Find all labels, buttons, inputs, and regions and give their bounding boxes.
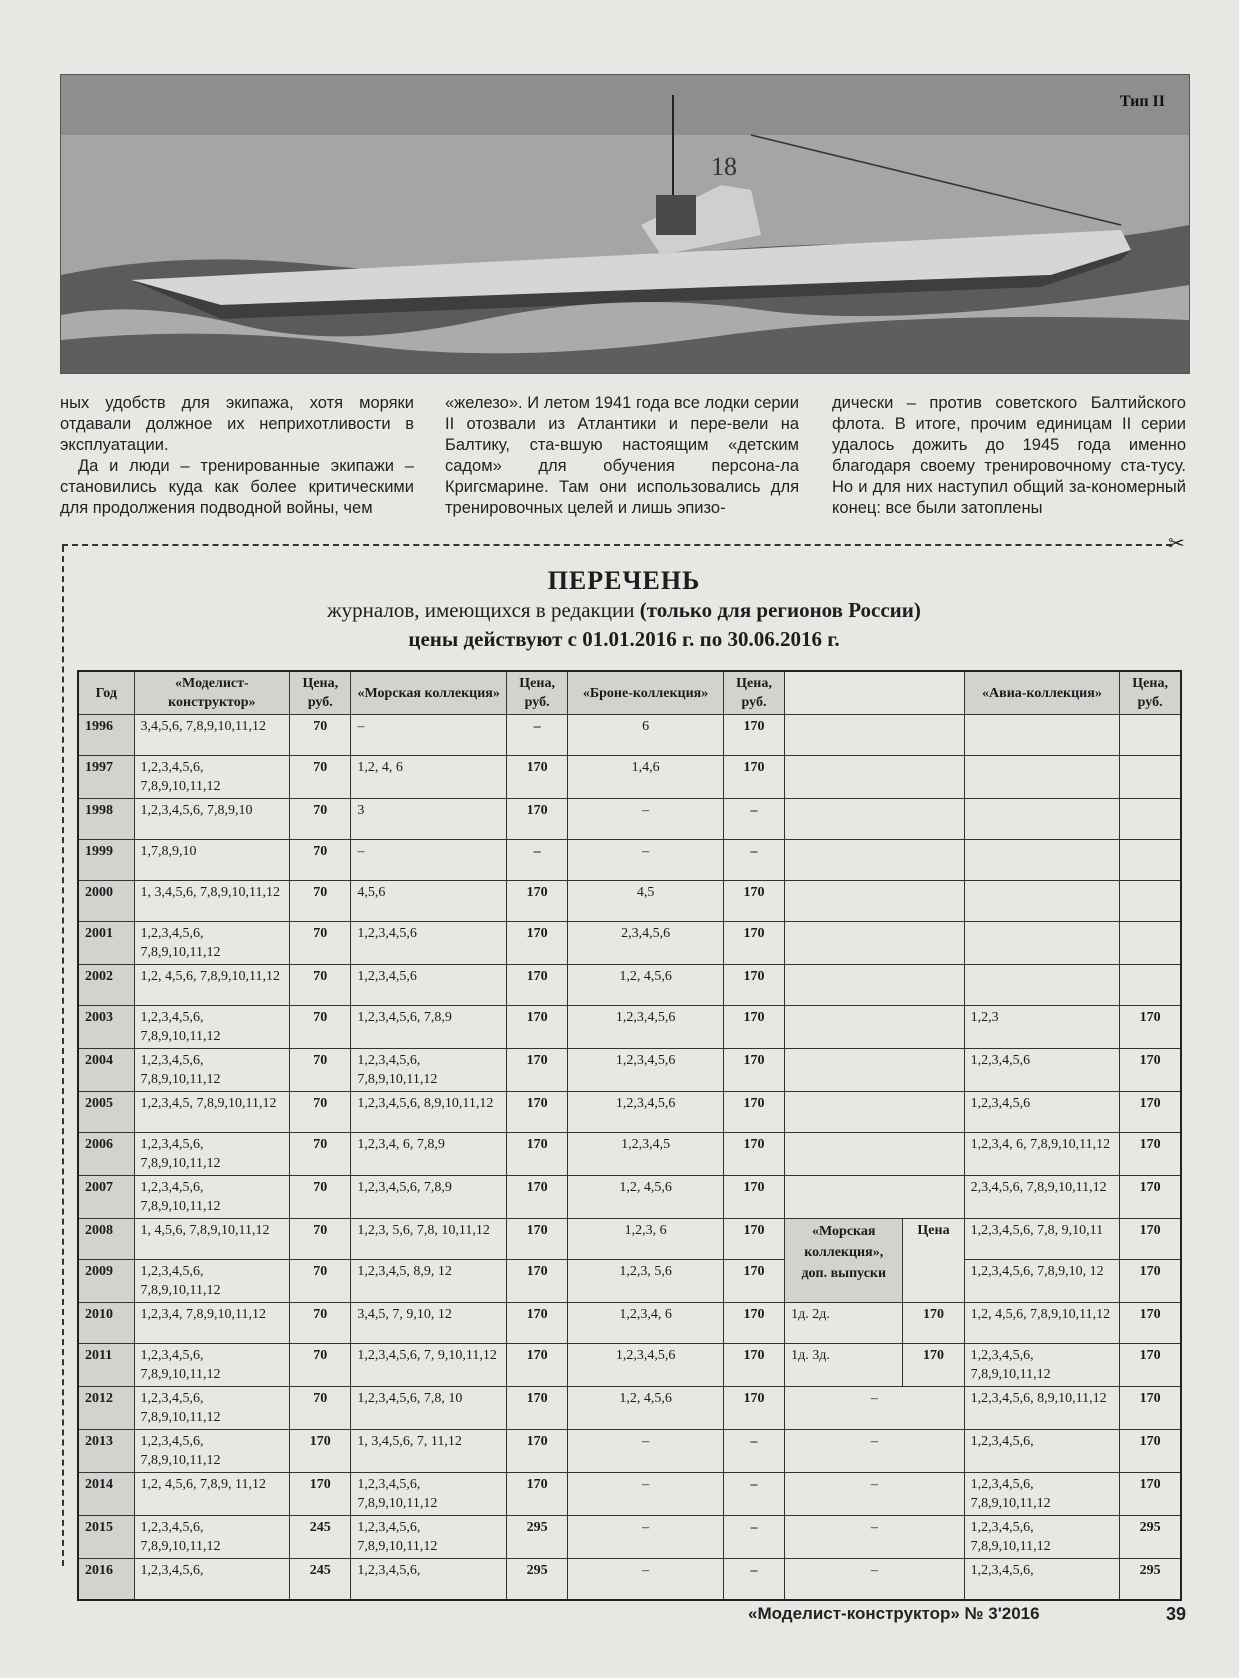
table-row [78,1260,1181,1303]
article-text [60,393,1188,523]
cell-year: 2002 [78,965,134,1006]
cell-price: – [723,799,784,840]
cell-extra-issues: – [785,1559,965,1600]
header-price: Цена, руб. [723,671,784,715]
cell-avia-issues: 1,2,3,4,5,6, 8,9,10,11,12 [964,1387,1120,1430]
cell-armor-issues: – [568,799,724,840]
cell-year: 2009 [78,1260,134,1303]
cell-extra-issues: – [785,1473,965,1516]
table-row [78,1303,1181,1344]
cell-price: 170 [1120,1133,1181,1176]
cell-armor-issues: 1,2,3, 5,6 [568,1260,724,1303]
submarine-photo [60,74,1190,374]
cell-mk-issues: 1,7,8,9,10 [134,840,290,881]
table-row [78,922,1181,965]
cell-price: 170 [290,1430,351,1473]
cell-avia-issues [964,922,1120,965]
cell-price: 170 [507,1303,568,1344]
cell-price: 170 [507,922,568,965]
cell-avia-issues [964,840,1120,881]
cell-price: 70 [290,965,351,1006]
cell-mk-issues: 1,2,3,4,5,6, 7,8,9,10,11,12 [134,1430,290,1473]
cell-price: 170 [1120,1430,1181,1473]
cell-price: 170 [903,1344,964,1387]
cell-sea-issues: – [351,840,507,881]
cell-armor-issues: 1,2,3,4,5,6 [568,1344,724,1387]
cell-avia-issues: 2,3,4,5,6, 7,8,9,10,11,12 [964,1176,1120,1219]
table-row [78,1344,1181,1387]
cell-armor-issues: – [568,1559,724,1600]
magazine-list-table [77,670,1182,1601]
header-price: Цена, руб. [507,671,568,715]
cell-mk-issues: 3,4,5,6, 7,8,9,10,11,12 [134,715,290,756]
cell-year: 2014 [78,1473,134,1516]
page-number: 39 [1166,1604,1187,1624]
cell-price: 170 [507,1344,568,1387]
cell-armor-issues: 1,2,3,4,5,6 [568,1049,724,1092]
cell-avia-issues: 1,2,3,4,5,6, 7,8,9,10,11,12 [964,1473,1120,1516]
cell-sea-issues: 1,2,3,4,5,6, 7,8, 10 [351,1387,507,1430]
cell-extra-issues [785,1133,965,1176]
cell-price: 70 [290,1176,351,1219]
table-row [78,881,1181,922]
cell-price: 170 [723,1006,784,1049]
cell-mk-issues: 1,2,3,4, 7,8,9,10,11,12 [134,1303,290,1344]
cell-armor-issues: 1,2, 4,5,6 [568,965,724,1006]
cell-price: 170 [723,1133,784,1176]
cell-mk-issues: 1,2,3,4,5,6, 7,8,9,10,11,12 [134,1133,290,1176]
cell-avia-issues [964,799,1120,840]
cell-armor-issues: 1,2,3,4, 6 [568,1303,724,1344]
table-row [78,965,1181,1006]
cell-avia-issues: 1,2,3,4, 6, 7,8,9,10,11,12 [964,1133,1120,1176]
cell-price: 70 [290,922,351,965]
cell-sea-issues: 4,5,6 [351,881,507,922]
cell-price: 170 [903,1303,964,1344]
cell-price: 170 [723,756,784,799]
cell-price: 170 [723,1260,784,1303]
cell-armor-issues: 2,3,4,5,6 [568,922,724,965]
cell-avia-issues: 1,2,3,4,5,6 [964,1049,1120,1092]
cell-armor-issues: 1,2,3,4,5,6 [568,1006,724,1049]
cell-armor-issues: – [568,840,724,881]
cell-sea-issues: 3 [351,799,507,840]
cell-price: 170 [507,1219,568,1260]
cell-avia-issues: 1,2,3,4,5,6, [964,1559,1120,1600]
cell-price: 170 [507,756,568,799]
cell-mk-issues: 1,2,3,4,5, 7,8,9,10,11,12 [134,1092,290,1133]
paragraph: «железо». И летом 1941 года все лодки серии II отозвали из Атлантики и пере-вели на Балтику, ста-вшую настоящим «детским садом» для обучения персона-ла Кригсмарине. Там они использовались для тренировочных целей и лишь эпизо- [445,394,799,517]
cell-avia-issues: 1,2,3,4,5,6, 7,8, 9,10,11 [964,1219,1120,1260]
cell-price: 70 [290,1219,351,1260]
table-row [78,1006,1181,1049]
cell-armor-issues: 1,2,3, 6 [568,1219,724,1260]
cell-price [1120,715,1181,756]
cell-extra-issues [785,715,965,756]
cell-price: 170 [723,1387,784,1430]
table-row [78,1430,1181,1473]
cell-year: 1996 [78,715,134,756]
cell-price: – [723,840,784,881]
cell-price: 170 [723,922,784,965]
cell-sea-issues: 1,2,3,4,5,6, 8,9,10,11,12 [351,1092,507,1133]
cell-sea-issues: 1,2,3,4,5,6, 7, 9,10,11,12 [351,1344,507,1387]
cell-price: 170 [1120,1303,1181,1344]
cell-year: 1998 [78,799,134,840]
cell-price: 170 [1120,1473,1181,1516]
cell-price: 170 [290,1473,351,1516]
cell-price: 170 [723,1176,784,1219]
cell-avia-issues [964,881,1120,922]
cell-sea-issues: 1,2,3,4,5,6, 7,8,9,10,11,12 [351,1049,507,1092]
cell-price [1120,799,1181,840]
cell-price: 170 [1120,1344,1181,1387]
cell-price: 170 [723,881,784,922]
cell-price: 170 [507,1473,568,1516]
cell-price: – [507,715,568,756]
cell-price [1120,965,1181,1006]
cell-avia-issues: 1,2,3,4,5,6 [964,1092,1120,1133]
list-title: ПЕРЕЧЕНЬ [547,566,701,595]
cell-avia-issues: 1,2,3,4,5,6, 7,8,9,10,11,12 [964,1344,1120,1387]
cell-armor-issues: 1,2, 4,5,6 [568,1387,724,1430]
cell-price: – [723,1559,784,1600]
cell-price: 170 [1120,1219,1181,1260]
cell-armor-issues: 1,2, 4,5,6 [568,1176,724,1219]
paragraph: дически – против советского Балтийского флота. В итоге, прочим единицам II серии удалось дожить до 1945 года именно благодаря своему тренировочному ста-тусу. Но и для них наступил общий за-кономерный конец: все были затоплены [832,394,1186,517]
photo-caption: Тип II [1119,93,1165,110]
table-row [78,1176,1181,1219]
cell-price: 70 [290,799,351,840]
table-row [78,1049,1181,1092]
cell-price: 170 [507,1049,568,1092]
cell-price: 170 [507,1430,568,1473]
cell-price: 170 [723,1219,784,1260]
cell-price: 295 [1120,1516,1181,1559]
cell-price: 295 [1120,1559,1181,1600]
cell-extra-header: «Морская коллекция», доп. выпуски [785,1219,903,1303]
cut-line-vertical [62,546,64,1566]
cut-line [62,544,1172,546]
cell-year: 2015 [78,1516,134,1559]
cell-year: 2016 [78,1559,134,1600]
scissors-icon: ✂ [1168,533,1185,555]
cell-avia-issues [964,965,1120,1006]
cell-sea-issues: 1,2,3,4,5,6 [351,922,507,965]
cell-price: 170 [507,1006,568,1049]
article-column-1 [60,393,414,519]
table-row [78,1473,1181,1516]
list-heading [60,566,1188,654]
cell-price: 295 [507,1516,568,1559]
header-avia: «Авиа-коллекция» [964,671,1120,715]
cell-price: 70 [290,1303,351,1344]
cell-armor-issues: 6 [568,715,724,756]
cell-year: 2000 [78,881,134,922]
cell-mk-issues: 1,2,3,4,5,6, 7,8,9,10,11,12 [134,1387,290,1430]
cell-price: 170 [507,1387,568,1430]
cell-sea-issues: 1,2,3,4,5,6 [351,965,507,1006]
cell-year: 2007 [78,1176,134,1219]
cell-price [1120,840,1181,881]
cell-avia-issues: 1,2, 4,5,6, 7,8,9,10,11,12 [964,1303,1120,1344]
cell-sea-issues: – [351,715,507,756]
cell-price: 170 [1120,1260,1181,1303]
cell-price [1120,881,1181,922]
header-price: Цена, руб. [290,671,351,715]
table-row [78,1133,1181,1176]
cell-armor-issues: – [568,1473,724,1516]
cell-price: 170 [1120,1176,1181,1219]
cell-extra-issues [785,840,965,881]
cell-price: 70 [290,1092,351,1133]
cell-price: 170 [1120,1006,1181,1049]
cell-price: 295 [507,1559,568,1600]
magazine-footer: «Моделист-конструктор» № 3'2016 [748,1604,1040,1623]
cell-price: 70 [290,1344,351,1387]
cell-extra-issues [785,881,965,922]
cell-extra-issues [785,1006,965,1049]
cell-mk-issues: 1,2,3,4,5,6, 7,8,9,10,11,12 [134,1260,290,1303]
cell-extra-issues [785,922,965,965]
paragraph: Да и люди – тренированные экипажи – становились куда как более критическими для продолжения подводной войны, чем [60,457,414,517]
cell-sea-issues: 1,2,3,4,5, 8,9, 12 [351,1260,507,1303]
cell-avia-issues: 1,2,3 [964,1006,1120,1049]
cell-mk-issues: 1,2,3,4,5,6, [134,1559,290,1600]
table-row [78,1092,1181,1133]
cell-extra-issues [785,1049,965,1092]
table-row [78,840,1181,881]
cell-sea-issues: 1, 3,4,5,6, 7, 11,12 [351,1430,507,1473]
cell-price: 70 [290,715,351,756]
cell-price: 170 [723,1303,784,1344]
cell-year: 2001 [78,922,134,965]
cell-sea-issues: 1,2,3,4,5,6, 7,8,9 [351,1176,507,1219]
subtitle-plain: журналов, имеющихся в редакции [327,598,640,622]
cell-year: 2010 [78,1303,134,1344]
table-row [78,1559,1181,1600]
cell-year: 2004 [78,1049,134,1092]
cell-armor-issues: – [568,1516,724,1559]
table-row [78,1219,1181,1260]
cell-price: 70 [290,881,351,922]
cell-price: 245 [290,1559,351,1600]
cell-price: 170 [723,1049,784,1092]
cell-price [1120,922,1181,965]
table-row [78,756,1181,799]
cell-armor-issues: – [568,1430,724,1473]
cell-sea-issues: 1,2,3,4, 6, 7,8,9 [351,1133,507,1176]
table-row [78,799,1181,840]
cell-sea-issues: 1,2, 4, 6 [351,756,507,799]
article-column-2 [445,393,799,519]
list-subtitle [60,596,1188,624]
cell-year: 2005 [78,1092,134,1133]
table-body [78,715,1181,1600]
cell-mk-issues: 1, 3,4,5,6, 7,8,9,10,11,12 [134,881,290,922]
cell-price: 70 [290,840,351,881]
cell-avia-issues: 1,2,3,4,5,6, 7,8,9,10, 12 [964,1260,1120,1303]
cell-price: 70 [290,1133,351,1176]
cell-sea-issues: 1,2,3,4,5,6, 7,8,9 [351,1006,507,1049]
cell-price: 170 [507,799,568,840]
cell-price: 170 [507,881,568,922]
cell-price: 170 [507,1133,568,1176]
cell-price: 70 [290,1260,351,1303]
cell-avia-issues [964,756,1120,799]
cell-extra-issues [785,965,965,1006]
cell-extra-issues [785,756,965,799]
cell-sea-issues: 3,4,5, 7, 9,10, 12 [351,1303,507,1344]
cell-price: 170 [507,965,568,1006]
cell-armor-issues: 1,2,3,4,5,6 [568,1092,724,1133]
cell-price: 170 [1120,1092,1181,1133]
cell-year: 2011 [78,1344,134,1387]
submarine-illustration [61,75,1189,373]
cell-armor-issues: 4,5 [568,881,724,922]
header-mk: «Моделист-конструктор» [134,671,290,715]
cell-price: 170 [1120,1387,1181,1430]
cell-price: 170 [723,1092,784,1133]
cell-mk-issues: 1,2,3,4,5,6, 7,8,9,10,11,12 [134,1049,290,1092]
cell-sea-issues: 1,2,3, 5,6, 7,8, 10,11,12 [351,1219,507,1260]
cell-extra-issues: – [785,1387,965,1430]
cell-price: 170 [723,715,784,756]
cell-mk-issues: 1,2,3,4,5,6, 7,8,9,10 [134,799,290,840]
header-price: Цена, руб. [1120,671,1181,715]
cell-extra-issues: 1д. 2д. [785,1303,903,1344]
cell-armor-issues: 1,4,6 [568,756,724,799]
cell-price [1120,756,1181,799]
cell-avia-issues [964,715,1120,756]
cell-mk-issues: 1,2,3,4,5,6, 7,8,9,10,11,12 [134,1176,290,1219]
cell-avia-issues: 1,2,3,4,5,6, [964,1430,1120,1473]
cell-mk-issues: 1,2,3,4,5,6, 7,8,9,10,11,12 [134,922,290,965]
header-sea: «Морская коллекция» [351,671,507,715]
cell-price: 70 [290,1049,351,1092]
cell-extra-issues [785,1092,965,1133]
header-armor: «Броне-коллекция» [568,671,724,715]
cell-extra-issues: 1д. 3д. [785,1344,903,1387]
cell-mk-issues: 1,2,3,4,5,6, 7,8,9,10,11,12 [134,756,290,799]
cell-price: 70 [290,756,351,799]
subtitle-bold: (только для регионов России) [639,598,921,622]
cell-mk-issues: 1,2,3,4,5,6, 7,8,9,10,11,12 [134,1516,290,1559]
cell-sea-issues: 1,2,3,4,5,6, [351,1559,507,1600]
cell-price: 170 [507,1176,568,1219]
cell-year: 2006 [78,1133,134,1176]
cell-year: 1997 [78,756,134,799]
cell-year: 1999 [78,840,134,881]
cell-price: – [723,1430,784,1473]
prices-validity: цены действуют с 01.01.2016 г. по 30.06.2016 г. [408,627,840,651]
cell-year: 2003 [78,1006,134,1049]
paragraph: ных удобств для экипажа, хотя моряки отдавали должное их неприхотливости в эксплуатации. [60,394,414,454]
cell-sea-issues: 1,2,3,4,5,6, 7,8,9,10,11,12 [351,1473,507,1516]
cell-price: 170 [507,1092,568,1133]
cell-sea-issues: 1,2,3,4,5,6, 7,8,9,10,11,12 [351,1516,507,1559]
cell-price: 70 [290,1006,351,1049]
header-year: Год [78,671,134,715]
cell-price: 245 [290,1516,351,1559]
cell-year: 2012 [78,1387,134,1430]
cell-mk-issues: 1,2, 4,5,6, 7,8,9, 11,12 [134,1473,290,1516]
table-row [78,1516,1181,1559]
cell-mk-issues: 1,2, 4,5,6, 7,8,9,10,11,12 [134,965,290,1006]
cell-extra-issues [785,799,965,840]
table-row [78,1387,1181,1430]
cell-price: 170 [507,1260,568,1303]
cell-mk-issues: 1,2,3,4,5,6, 7,8,9,10,11,12 [134,1344,290,1387]
cell-price: 170 [1120,1049,1181,1092]
cell-extra-issues: – [785,1516,965,1559]
cell-price: – [723,1473,784,1516]
cell-mk-issues: 1,2,3,4,5,6, 7,8,9,10,11,12 [134,1006,290,1049]
cell-price: 70 [290,1387,351,1430]
cell-price: 170 [723,965,784,1006]
table-row [78,715,1181,756]
cell-price: – [507,840,568,881]
table-header-row [78,671,1181,715]
article-column-3 [832,393,1186,519]
svg-text:18: 18 [711,152,737,181]
cell-extra-issues: – [785,1430,965,1473]
cell-mk-issues: 1, 4,5,6, 7,8,9,10,11,12 [134,1219,290,1260]
cell-armor-issues: 1,2,3,4,5 [568,1133,724,1176]
cell-year: 2008 [78,1219,134,1260]
cell-price: 170 [723,1344,784,1387]
cell-extra-price-header: Цена [903,1219,964,1303]
cell-year: 2013 [78,1430,134,1473]
header-blank [785,671,965,715]
cell-price: – [723,1516,784,1559]
cell-avia-issues: 1,2,3,4,5,6, 7,8,9,10,11,12 [964,1516,1120,1559]
cell-extra-issues [785,1176,965,1219]
